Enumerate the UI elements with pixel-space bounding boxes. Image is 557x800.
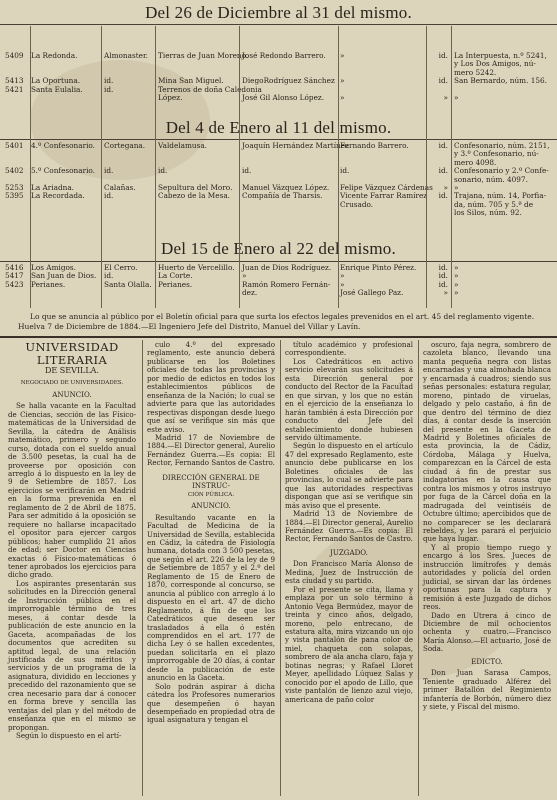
paragraph: Según lo dispuesto en el artí- xyxy=(16,731,122,741)
paragraph: Según lo dispuesto en el artículo 47 del expresado Reglamento, este anuncio debe publicarse en los Boletines oficiales de las provincias, lo cual se advierte para que las autoridades respectivas dispongan que así se verifique sin más aviso que el presente. xyxy=(285,441,413,510)
cell-number: 5423 xyxy=(5,279,24,289)
cell-mine-name: 5.º Confesonario. xyxy=(31,166,96,176)
university-subtitle: DE SEVILLA. xyxy=(45,366,99,375)
paragraph: Resultando vacante en la Facultad de Medicina de la Universidad de Sevilla, establecida en Cádiz, la cátedra de Fisiología humana, dotada con 3 500 pesetas, que según el art. 226 de la ley de 9 de Setiembre de 1857 y el 2.º del Reglamento de 15 de Enero de 1870, corresponde al concurso, se anuncia al público con arreglo á lo dispuesto en el art. 47 de dicho Reglamento, á fin de que los Catedráticos que deseen ser trasladados á ella ó estén comprendidos en el art. 177 de dicha Ley ó se hallen excedentes, puedan solicitarla en el plazo improrrogable de 20 días, á contar desde la publicación de este anuncio en la Gaceta. xyxy=(147,512,275,683)
cell-mark: id. xyxy=(438,263,448,272)
paragraph: Se halla vacante en la Facultad de Ciencias, sección de las Físico-matemáticas de la Universidad de Sevilla, la cátedra de Análisis matemático, primero y segundo curso, dotada con el sueldo anual de 3.500 pesetas, la cual ha de proveerse por oposición con arreglo á lo dispuesto en la ley de 9 de Setiembre de 1857. Los ejercicios se verificarán en Madrid en la forma prevenida en el reglamento de 2 de Abril de 1875. Para ser admitido á la oposición se requiere no hallarse incapacitado el opositor para ejercer cargos públicos; haber cumplido 21 años de edad; ser Doctor en Ciencias exactas ó Físico-matemáticas ó tener aprobados los ejercicios para dicho grado. xyxy=(8,401,136,580)
cell-adjoining: » xyxy=(454,271,459,281)
legal-notice: Lo que se anuncia al público por el Boletín oficial para que surta los efectos legales prevenidos en el art. 45 del reglamento vigente. Huelva 7 de Diciembre de 1884.—El Ingeniero Jefe del Distrito, Manuel del Villar y Lavín. xyxy=(18,312,535,331)
cell-adjoining: Trajana, núm. 14, Porfia- xyxy=(454,191,547,201)
cell-applicant: Juan de Dios Rodríguez. xyxy=(242,263,332,272)
cell-municipality: id. xyxy=(104,271,114,281)
cell-site: id. xyxy=(158,166,168,176)
paragraph: Los aspirantes presentarán sus solicitudes en la Dirección general de Instrucción pública en el improrrogable término de tres meses, á contar desde la publicación de este anuncio en la Gaceta, acompañadas de los documentos que acrediten su aptitud legal, de una relación justificada de sus méritos y servicios y de un programa de la asignatura, dividido en lecciones y precedido del razonamiento que se crea necesario para dar á conocer en forma breve y sencilla las ventajas del plan y del método de enseñanza que en el mismo se propongan. xyxy=(8,578,136,732)
cell-adjoining: mero 5242. xyxy=(454,67,497,77)
cell-number: 5395 xyxy=(5,191,24,201)
cell-applicant: José Redondo Barrero. xyxy=(242,51,326,60)
cell-site: Sepultura del Moro. xyxy=(158,182,233,192)
cell-mark: » xyxy=(443,92,448,102)
cell-representative: Crusado. xyxy=(340,199,374,209)
cell-site: La Corte. xyxy=(158,271,193,281)
cell-representative: José Gallego Paz. xyxy=(340,288,404,298)
court-heading: JUZGADO. xyxy=(330,547,368,557)
cell-adjoining: » xyxy=(454,263,459,272)
cell-applicant: Ramón Romero Fernán- xyxy=(242,279,331,289)
cell-municipality: Almonaster. xyxy=(104,51,148,60)
cell-representative: » xyxy=(340,51,345,60)
paragraph: Dado en Utrera á cinco de Diciembre de mil ochocientos ochenta y cuatro.—Francisco María Alonso.—El actuario, José de Soda. xyxy=(423,610,551,654)
cell-site: Tierras de Juan Moreno. xyxy=(158,51,249,60)
column-3 xyxy=(285,341,413,704)
cell-mine-name: La Recordada. xyxy=(31,191,85,201)
cell-mine-name: La Redonda. xyxy=(31,51,78,60)
paragraph: oscuro, faja negra, sombrero de cazoleta blanco, llevando una manta pequeña negra con listas encarnadas y una almohada blanca y encarnada á cuadros; siendo sus señas personales: estatura regular, moreno, pintado de viruelas, delgado y pelo castaño, á fin de que dentro del término de diez días, á contar desde la inserción del presente en la Gaceta de Madrid y Boletines oficiales de esta provincia, la de Cádiz, Córdoba, Málaga y Huelva, comparezcan en la Cárcel de esta ciudad á fin de prestar sus indagatorias en la causa que contra los mismos y otros instruyo por fuga de la Cárcel doña en la madrugada del veintiséis de Octubre último; apercibidos que de no comparecer se les declarará rebeldes, y les parará el perjuicio que haya lugar. xyxy=(423,340,551,544)
paragraph: Madrid 17 de Noviembre de 1884.—El Director general, Aurelio Fernández Guerra.—Es copia: El Rector, Fernando Santos de Castro. xyxy=(147,432,275,468)
notice-heading: ANUNCIO. xyxy=(191,501,231,511)
table-rule xyxy=(0,139,557,140)
cell-adjoining: » xyxy=(454,182,459,192)
cell-site: Valdelamusa. xyxy=(158,141,207,150)
column-rule xyxy=(280,340,281,796)
paragraph: Don Juan Sarasa Campos, Teniente graduado Alférez del primer Batallón del Regimiento infantería de Borbón, número diez y siete, y Fiscal del mismo. xyxy=(423,668,551,712)
paragraph: Solo podrán aspirar á dicha cátedra los Profesores numerarios que desempeñen ó hayan desempeñado en propiedad otra de igual asignatura y tengan el xyxy=(147,681,275,725)
cell-number: 5421 xyxy=(5,84,24,94)
cell-applicant: José Gil Alonso López. xyxy=(242,92,325,102)
cell-applicant: id. xyxy=(242,166,252,176)
cell-mine-name: 4.º Confesonario. xyxy=(31,141,96,150)
cell-number: 5409 xyxy=(5,51,24,60)
cell-municipality: id. xyxy=(104,166,114,176)
cell-adjoining: los Silos, núm. 92. xyxy=(454,208,522,218)
cell-adjoining: La Interpuesta, n.º 5241, xyxy=(454,51,547,60)
section-title-1: Del 26 de Diciembre al 31 del mismo. xyxy=(145,3,412,22)
cell-representative: id. xyxy=(340,166,350,176)
cell-mark: id. xyxy=(438,191,448,201)
cell-adjoining: sonario, núm. 4097. xyxy=(454,174,528,184)
cell-number: 5253 xyxy=(5,182,24,192)
cell-representative: Fernando Barrero. xyxy=(340,141,409,150)
column-rule xyxy=(101,26,102,308)
column-rule xyxy=(418,340,419,796)
cell-mine-name: La Ariadna. xyxy=(31,182,74,192)
cell-site: Huerto de Vercelillo. xyxy=(158,263,235,272)
cell-municipality: Santa Olalla. xyxy=(104,279,152,289)
cell-applicant: Manuel Vázquez López. xyxy=(242,182,330,192)
cell-adjoining: Confesonario, núm. 2151, xyxy=(454,141,550,150)
cell-representative: » xyxy=(340,76,345,86)
paragraph: Don Francisco María Alonso de Medina, Juez de Instrucción de esta ciudad y su partido. xyxy=(285,559,413,586)
cell-site: Cabezo de la Mesa. xyxy=(158,191,230,201)
paragraph: Los Catedráticos en activo servicio elevarán sus solicitudes á esta Dirección general por conducto del Rector de la Facultad en que sirvan, y los que no están en el ejercicio de la enseñanza lo harán también á esta Dirección por conducto del Jefe del establecimiento donde hubiesen servido últimamente. xyxy=(285,356,413,442)
cell-mark: id. xyxy=(438,279,448,289)
cell-site: Perianes. xyxy=(158,279,193,289)
university-title: UNIVERSIDAD LITERARIA xyxy=(25,340,119,367)
cell-mark: » xyxy=(443,288,448,298)
cell-municipality: Cortegana. xyxy=(104,141,146,150)
paragraph: Y al propio tiempo ruego y encargo á los Sres. Jueces de instrucción limítrofes y demás autoridades y policía del orden judicial, se sirvan dar las órdenes oportunas para la captura y remisión á este Juzgado de dichos reos. xyxy=(423,542,551,612)
cell-number: 5402 xyxy=(5,166,24,176)
cell-mark: id. xyxy=(438,141,448,150)
mine-table-2 xyxy=(0,142,557,218)
column-rule xyxy=(451,26,452,308)
section-title-2: Del 4 de Enero al 11 del mismo. xyxy=(165,118,392,137)
cell-applicant: dez. xyxy=(242,288,258,298)
mine-table-1 xyxy=(0,52,557,102)
cell-applicant: » xyxy=(242,271,247,281)
cell-mine-name: Perianes. xyxy=(31,279,66,289)
mine-table-3 xyxy=(0,264,557,298)
table-row xyxy=(0,281,557,289)
cell-mark: id. xyxy=(438,51,448,60)
cell-mark: id. xyxy=(438,76,448,86)
cell-mine-name: Santa Eulalia. xyxy=(31,84,83,94)
cell-representative: Enrique Pinto Pérez. xyxy=(340,263,417,272)
cell-representative: Vicente Farrar Ramírez xyxy=(340,191,428,201)
paragraph: Madrid 13 de Noviembre de 1884.—El Director general, Aurelio Fernández Guerra.—Es copia: El Rector, Fernando Santos de Castro. xyxy=(285,509,413,544)
column-rule xyxy=(338,26,339,308)
cell-adjoining: y 3.º Confesonario, nú- xyxy=(454,149,539,159)
page-divider xyxy=(0,336,557,338)
table-row xyxy=(0,289,557,297)
section-title-3: Del 15 de Enero al 22 del mismo. xyxy=(161,239,396,258)
cell-mine-name: Los Amigos. xyxy=(31,263,76,272)
column-rule xyxy=(155,26,156,308)
directorate-subtitle: CIÓN PÚBLICA. xyxy=(187,491,235,498)
table-row xyxy=(0,209,557,217)
column-1 xyxy=(8,341,136,740)
cell-municipality: El Cerro. xyxy=(104,263,138,272)
cell-mark: id. xyxy=(438,166,448,176)
cell-number: 5416 xyxy=(5,263,24,272)
edict-heading: EDICTO. xyxy=(471,656,503,666)
cell-applicant: Joaquín Hernández Martínez xyxy=(242,141,349,150)
table-rule xyxy=(0,24,557,25)
cell-mine-name: San Juan de Dios. xyxy=(31,271,97,281)
cell-mark: id. xyxy=(438,271,448,281)
cell-site: Terrenos de doña Caledonia xyxy=(158,84,262,94)
cell-adjoining: y Los Dos Amigos, nú- xyxy=(454,59,536,69)
cell-adjoining: San Bernardo, núm. 156. xyxy=(454,76,547,86)
cell-representative: » xyxy=(340,271,345,281)
cell-representative: » xyxy=(340,279,345,289)
cell-representative: » xyxy=(340,92,345,102)
paragraph: Por el presente se cita, llama y emplaza por un solo término á Antonio Vega Bermúdez, mayor de treinta y cinco años, delgado, moreno, pelo entrecano, de estatura alta, mira vizcando un ojo y vista pantalón de pana color de miel, chaqueta con solapas, sombrero de ala ancha claro, faja y botinas negras; y Rafael Lloret Meyer, apellidado Lúquez Salas y conocido por el apodo de Lillo, que viste pantalón de lienzo azul viejo, americana de paño color xyxy=(285,584,413,704)
cell-adjoining: » xyxy=(454,279,459,289)
cell-adjoining: » xyxy=(454,92,459,102)
column-rule xyxy=(30,26,31,308)
column-4 xyxy=(423,341,551,711)
cell-mine-name: La Oportuna. xyxy=(31,76,81,86)
cell-municipality: id. xyxy=(104,76,114,86)
column-rule xyxy=(426,26,427,308)
table-row xyxy=(0,94,557,102)
notice-heading: ANUNCIO. xyxy=(52,389,92,399)
cell-municipality: id. xyxy=(104,84,114,94)
column-rule xyxy=(239,26,240,308)
cell-mark: » xyxy=(443,182,448,192)
cell-applicant: Compañía de Tharsis. xyxy=(242,191,323,201)
cell-adjoining: mero 4098. xyxy=(454,157,497,167)
column-rule xyxy=(142,340,143,796)
cell-adjoining: » xyxy=(454,288,459,298)
cell-adjoining: da, núm. 705 y 5.ª de xyxy=(454,199,534,209)
cell-municipality: id. xyxy=(104,191,114,201)
cell-site: Mina San Miguel. xyxy=(158,76,224,86)
cell-adjoining: Confesonario y 2.º Confe- xyxy=(454,166,549,176)
paragraph: culo 4.º del expresado reglamento, este anuncio deberá publicarse en los Boletines oficiales de todas las provincias y por medio de edictos en todos los establecimientos públicos de enseñanza de la Nación; lo cual se advierte para que las autoridades respectivas dispongan desde luego que así se verifique sin más que este aviso. xyxy=(147,340,275,434)
cell-number: 5413 xyxy=(5,76,24,86)
cell-number: 5401 xyxy=(5,141,24,150)
cell-number: 5417 xyxy=(5,271,24,281)
paragraph: título académico y profesional correspondiente. xyxy=(285,340,413,358)
cell-applicant: DiegoRodríguez Sánchez xyxy=(242,76,335,86)
cell-municipality: Calañas. xyxy=(104,182,136,192)
table-row xyxy=(0,77,557,85)
section-label: NEGOCIADO DE UNIVERSIDADES. xyxy=(20,380,124,387)
table-rule xyxy=(0,261,557,262)
column-2 xyxy=(147,341,275,725)
cell-representative: Felipe Vázquez Cárdenas xyxy=(340,182,433,192)
cell-site: López. xyxy=(158,92,183,102)
directorate-title: DIRECCIÓN GENERAL DE INSTRUC- xyxy=(162,472,260,491)
